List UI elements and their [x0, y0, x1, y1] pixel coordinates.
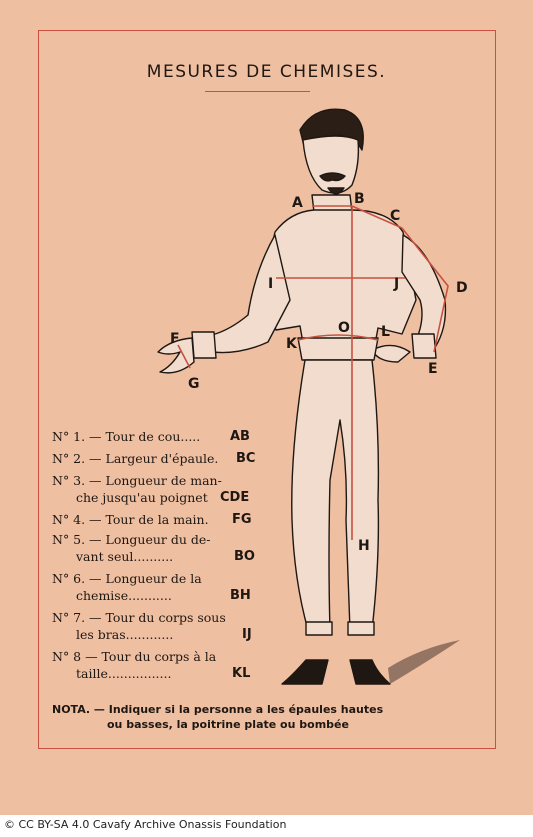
label-O: O	[338, 320, 350, 336]
label-I: I	[268, 276, 274, 292]
measure-7-line1: N° 7. — Tour du corps sous	[52, 610, 226, 625]
measure-8-line1: N° 8 — Tour du corps à la	[52, 649, 217, 664]
label-K: K	[286, 336, 297, 352]
measure-6-line2: chemise...........	[76, 588, 172, 603]
measure-2-code: BC	[236, 451, 256, 466]
measure-4-text: N° 4. — Tour de la main.	[52, 512, 209, 527]
label-L: L	[381, 324, 390, 340]
measure-2-text: N° 2. — Largeur d'épaule.	[52, 451, 219, 466]
measure-4	[52, 511, 252, 528]
measure-5-code: BO	[234, 549, 255, 564]
measure-7-code: IJ	[242, 627, 252, 642]
label-J: J	[394, 276, 400, 292]
nota-line-1: NOTA. — Indiquer si la personne a les épaules hautes	[52, 703, 384, 716]
label-C: C	[390, 208, 401, 224]
label-D: D	[456, 280, 468, 296]
credit-line: © CC BY-SA 4.0 Cavafy Archive Onassis Foundation	[4, 818, 287, 831]
measure-3-code: CDE	[220, 490, 250, 505]
measure-5-line2: vant seul..........	[76, 549, 174, 564]
measure-1-text: N° 1. — Tour de cou.....	[52, 429, 201, 444]
measure-5	[52, 531, 255, 565]
measure-6-code: BH	[230, 588, 251, 603]
measure-1-code: AB	[230, 429, 250, 444]
label-G: G	[188, 376, 200, 392]
measure-6-line1: N° 6. — Longueur de la	[52, 571, 202, 586]
label-B: B	[354, 191, 365, 207]
measure-8-code: KL	[232, 666, 251, 681]
page-title: MESURES DE CHEMISES.	[146, 62, 387, 82]
measure-5-line1: N° 5. — Longueur du de-	[52, 532, 211, 547]
label-H: H	[358, 538, 370, 554]
measure-8-line2: taille................	[76, 666, 172, 681]
measure-6	[52, 570, 251, 604]
measure-3-line2: che jusqu'au poignet	[76, 490, 208, 505]
measure-7-line2: les bras............	[76, 627, 174, 642]
nota-line-2: ou basses, la poitrine plate ou bombée	[107, 718, 349, 731]
measure-7	[52, 609, 252, 643]
measure-1	[52, 428, 250, 445]
nota-note	[52, 702, 472, 732]
measure-3-line1: N° 3. — Longueur de man-	[52, 473, 222, 488]
measure-2	[52, 450, 256, 467]
measure-4-code: FG	[232, 512, 252, 527]
label-E: E	[428, 361, 438, 377]
label-A: A	[292, 195, 303, 211]
label-F: F	[170, 331, 180, 347]
measure-3	[52, 472, 250, 506]
measure-8	[52, 648, 251, 682]
